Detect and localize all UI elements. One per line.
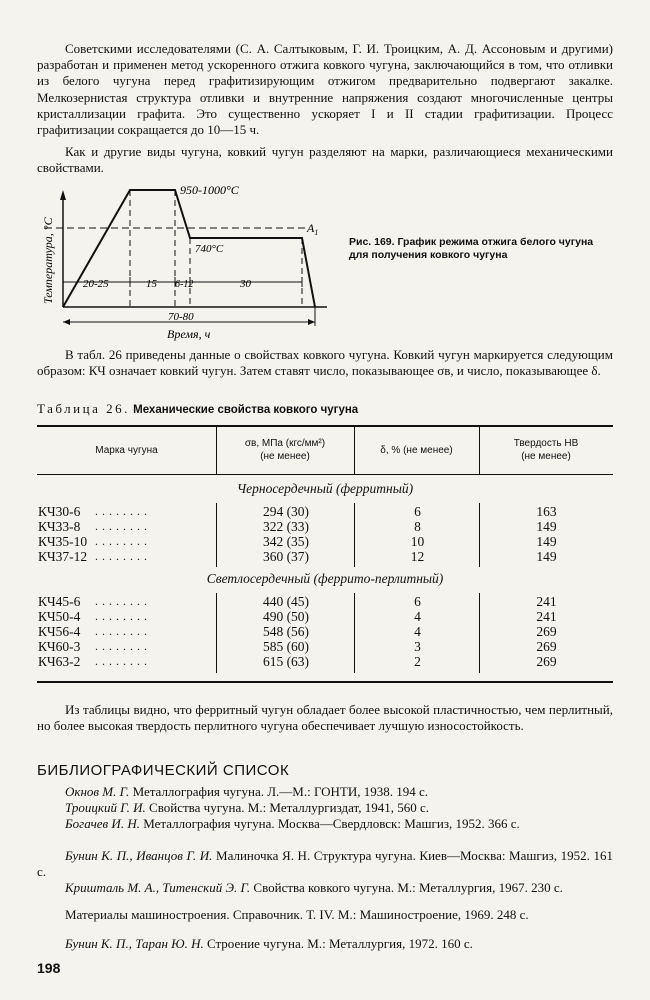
group-ferritic: Черносердечный (ферритный) — [236, 481, 414, 496]
header-hardness: Твердость НВ (не менее) — [513, 438, 579, 462]
grades-paragraph: Как и другие виды чугуна, ковкий чугун разделяют на марки, различающиеся механическими свойствами. — [37, 144, 613, 176]
table-row: КЧ56-4 ........ 548 (56) 4 269 — [38, 624, 557, 639]
table-row: КЧ60-3 ........ 585 (60) 3 269 — [38, 639, 557, 654]
low-temp-label: 740°С — [195, 243, 224, 255]
high-temp-label: 950-1000°С — [180, 183, 239, 197]
conclusion-paragraph: Из таблицы видно, что ферритный чугун обладает более высокой пластичностью, чем перлитный, но более высокая твердость перлитного чугуна обеспечивает лучшую износостойкость. — [37, 702, 613, 734]
bib-entry: Бунин К. П., Иванцов Г. И. Малиночка Я. Н. Структура чугуна. Киев—Москва: Машгиз, 1952. 161 с. — [37, 848, 613, 880]
header-elongation: δ, % (не менее) — [380, 445, 453, 456]
table-row: КЧ45-6 ........ 440 (45) 6 241 — [38, 594, 557, 609]
segment-label-4: 30 — [240, 278, 251, 290]
a1-label: $A_1$ — [307, 221, 319, 237]
total-time-label: 70-80 — [168, 311, 194, 323]
bib-entry: Троицкий Г. И. Свойства чугуна. М.: Металлургиздат, 1941, 560 с. — [65, 800, 429, 815]
y-axis-arrow — [60, 190, 66, 200]
header-grade: Марка чугуна — [95, 445, 158, 456]
intro-paragraph: Советскими исследователями (С. А. Салтыковым, Г. И. Троицким, А. Д. Ассоновым и другими) разработан и применен метод ускоренного отжига ковкого чугуна, заключающийся в том, что отливки из белого чугуна перед графитизирующим отжигом предварительно подвергают закалке. Мелкозернистая структура отливки и внутренние напряжения создают многочисленные центры кристаллизации графита. Это существенно ускоряет I и II стадии графитизации. Процесс графитизации сокращается до 10—15 ч. — [37, 41, 613, 138]
bib-entry: Бунин К. П., Таран Ю. Н. Строение чугуна. М.: Металлургия, 1972. 160 с. — [65, 936, 473, 951]
segment-label-1: 20-25 — [83, 278, 109, 290]
y-axis-label: Температура, °С — [41, 217, 55, 304]
table-row: КЧ35-10 ........ 342 (35) 10 149 — [38, 534, 557, 549]
group-ferrite-pearlite: Светлосердечный (феррито-перлитный) — [206, 571, 444, 586]
table-header-rule — [37, 474, 613, 475]
page-number: 198 — [37, 960, 61, 976]
table-intro-paragraph: В табл. 26 приведены данные о свойствах ковкого чугуна. Ковкий чугун маркируется следующим образом: КЧ означает ковкий чугун. Затем ставят число, показывающее σв, и число, показывающее δ. — [37, 347, 613, 379]
table-row: КЧ37-12 ........ 360 (37) 12 149 — [38, 549, 557, 564]
segment-label-2: 15 — [146, 278, 157, 290]
bib-entry: Окнов М. Г. Металлография чугуна. Л.—М.: ГОНТИ, 1938. 194 с. — [65, 784, 429, 799]
bib-entry: Материалы машиностроения. Справочник. Т. IV. М.: Машиностроение, 1969. 248 с. — [65, 907, 529, 922]
bib-entry: Богачев И. Н. Металлография чугуна. Москва—Свердловск: Машгиз, 1952. 366 с. — [65, 816, 520, 831]
table-row: КЧ33-8 ........ 322 (33) 8 149 — [38, 519, 557, 534]
header-strength: σв, МПа (кгс/мм²) (не менее) — [244, 438, 326, 462]
x-axis-label: Время, ч — [167, 327, 211, 341]
table-title: Таблица 26. Механические свойства ковкого чугуна — [37, 401, 359, 416]
table-row: КЧ63-2 ........ 615 (63) 2 269 — [38, 654, 557, 669]
table-row: КЧ50-4 ........ 490 (50) 4 241 — [38, 609, 557, 624]
table-row: КЧ30-6 ........ 294 (30) 6 163 — [38, 504, 557, 519]
bib-entry: Кришталь М. А., Титенский Э. Г. Свойства ковкого чугуна. М.: Металлургия, 1967. 230 с. — [65, 880, 563, 895]
segment-label-3: 6-12 — [175, 279, 194, 290]
bibliography-heading: БИБЛИОГРАФИЧЕСКИЙ СПИСОК — [37, 762, 290, 779]
annealing-graph — [37, 180, 337, 348]
table-bottom-rule — [37, 681, 613, 683]
figure-caption: Рис. 169. График режима отжига белого чугуна для получения ковкого чугуна — [349, 236, 594, 261]
table-top-rule — [37, 425, 613, 427]
